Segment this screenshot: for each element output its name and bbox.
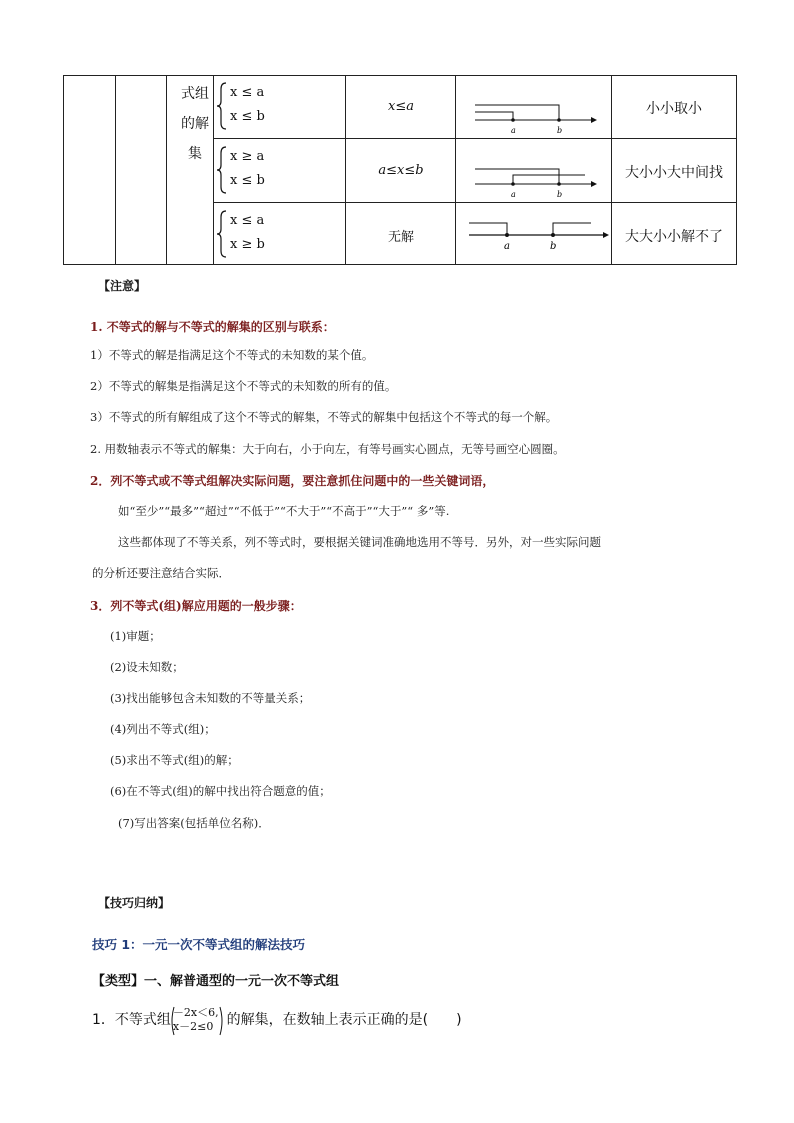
point2-title: 2．列不等式或不等式组解决实际问题，要注意抓住问题中的一些关键词语，	[90, 474, 495, 488]
point1-title: 1. 不等式的解与不等式的解集的区别与联系：	[90, 320, 335, 334]
mnemonic: 大大小小解不了	[625, 229, 723, 245]
label-line: 式组	[181, 86, 209, 102]
question-system	[173, 1006, 219, 1034]
axis-label-a: a	[504, 241, 510, 252]
table-divider	[115, 75, 116, 265]
step-item: (7)写出答案(包括单位名称)．	[118, 816, 270, 830]
solution-set: x≤a	[388, 99, 414, 114]
left-paren-icon	[169, 1006, 175, 1036]
question-system-line: x－2≤0	[172, 1020, 214, 1033]
number-line-diagram	[463, 143, 603, 203]
left-brace-icon	[216, 145, 228, 195]
label-line: 集	[188, 146, 202, 162]
point2-body: 这些都体现了不等关系，列不等式时，要根据关键词准确地选用不等号．另外，对一些实际问题	[118, 535, 601, 549]
mnemonic: 小小取小	[646, 101, 702, 117]
axis-label-b: b	[550, 241, 557, 252]
notes-heading: 【注意】	[98, 279, 147, 293]
point2-body: 的分析还要注意结合实际．	[92, 566, 230, 580]
point1-item: 3）不等式的所有解组成了这个不等式的解集，不等式的解集中包括这个不等式的每一个解。	[90, 410, 558, 424]
table-label	[169, 79, 221, 169]
left-brace-icon	[216, 81, 228, 131]
type-title: 【类型】一、解普通型的一元一次不等式组	[92, 974, 340, 989]
left-brace-icon	[216, 209, 228, 259]
skills-heading: 【技巧归纳】	[98, 896, 171, 910]
step-item: (4)列出不等式(组)；	[110, 722, 216, 736]
inequality-line: x ≤ a	[230, 213, 265, 228]
solution-set: 无解	[387, 230, 414, 245]
table-border-bottom	[63, 264, 737, 265]
step-item: (5)求出不等式(组)的解；	[110, 753, 239, 767]
inequality-line: x ≤ b	[230, 173, 265, 188]
table-border-top	[63, 75, 737, 76]
number-line-diagram	[463, 79, 603, 139]
solution-set: a≤x≤b	[378, 163, 424, 178]
label-line: 的解	[181, 116, 209, 132]
table-divider	[345, 75, 346, 265]
point3-title: 3．列不等式(组)解应用题的一般步骤：	[90, 599, 302, 613]
question-system-line: －2x＜6,	[172, 1006, 219, 1019]
table-divider	[166, 75, 167, 265]
point1-item: 2. 用数轴表示不等式的解集：大于向右，小于向左，有等号画实心圆点，无等号画空心圆圈。	[90, 442, 565, 456]
axis-label-a: a	[511, 190, 516, 199]
step-item: (1)审题；	[110, 629, 161, 643]
axis-label-b: b	[557, 190, 563, 199]
point2-body: 如“至少”“最多”“超过”“不低于”“不大于”“不高于”“大于”“ 多”等.	[118, 504, 450, 518]
inequality-system	[216, 143, 336, 203]
inequality-system	[216, 79, 336, 139]
skill-title: 技巧 1：一元一次不等式组的解法技巧	[92, 937, 306, 952]
axis-label-b: b	[557, 126, 563, 135]
table-divider	[455, 75, 456, 265]
inequality-line: x ≥ b	[230, 237, 265, 252]
inequality-solution-table	[63, 75, 737, 265]
point1-item: 2）不等式的解集是指满足这个不等式的未知数的所有的值。	[90, 379, 397, 393]
question-1	[92, 1002, 462, 1038]
axis-label-a: a	[511, 126, 516, 135]
inequality-line: x ≤ b	[230, 109, 265, 124]
step-item: (3)找出能够包含未知数的不等量关系；	[110, 691, 311, 705]
mnemonic: 大小小大中间找	[625, 165, 723, 181]
inequality-line: x ≤ a	[230, 85, 265, 100]
step-item: (6)在不等式(组)的解中找出符合题意的值；	[110, 784, 331, 798]
inequality-line: x ≥ a	[230, 149, 265, 164]
number-line-diagram	[463, 207, 613, 267]
question-prefix: 1．不等式组	[92, 1012, 171, 1028]
point1-item: 1）不等式的解是指满足这个不等式的未知数的某个值。	[90, 348, 374, 362]
question-suffix: 的解集，在数轴上表示正确的是( )	[226, 1012, 462, 1028]
step-item: (2)设未知数；	[110, 660, 184, 674]
table-border-left	[63, 75, 64, 265]
right-paren-icon	[219, 1006, 225, 1036]
inequality-system	[216, 207, 336, 267]
